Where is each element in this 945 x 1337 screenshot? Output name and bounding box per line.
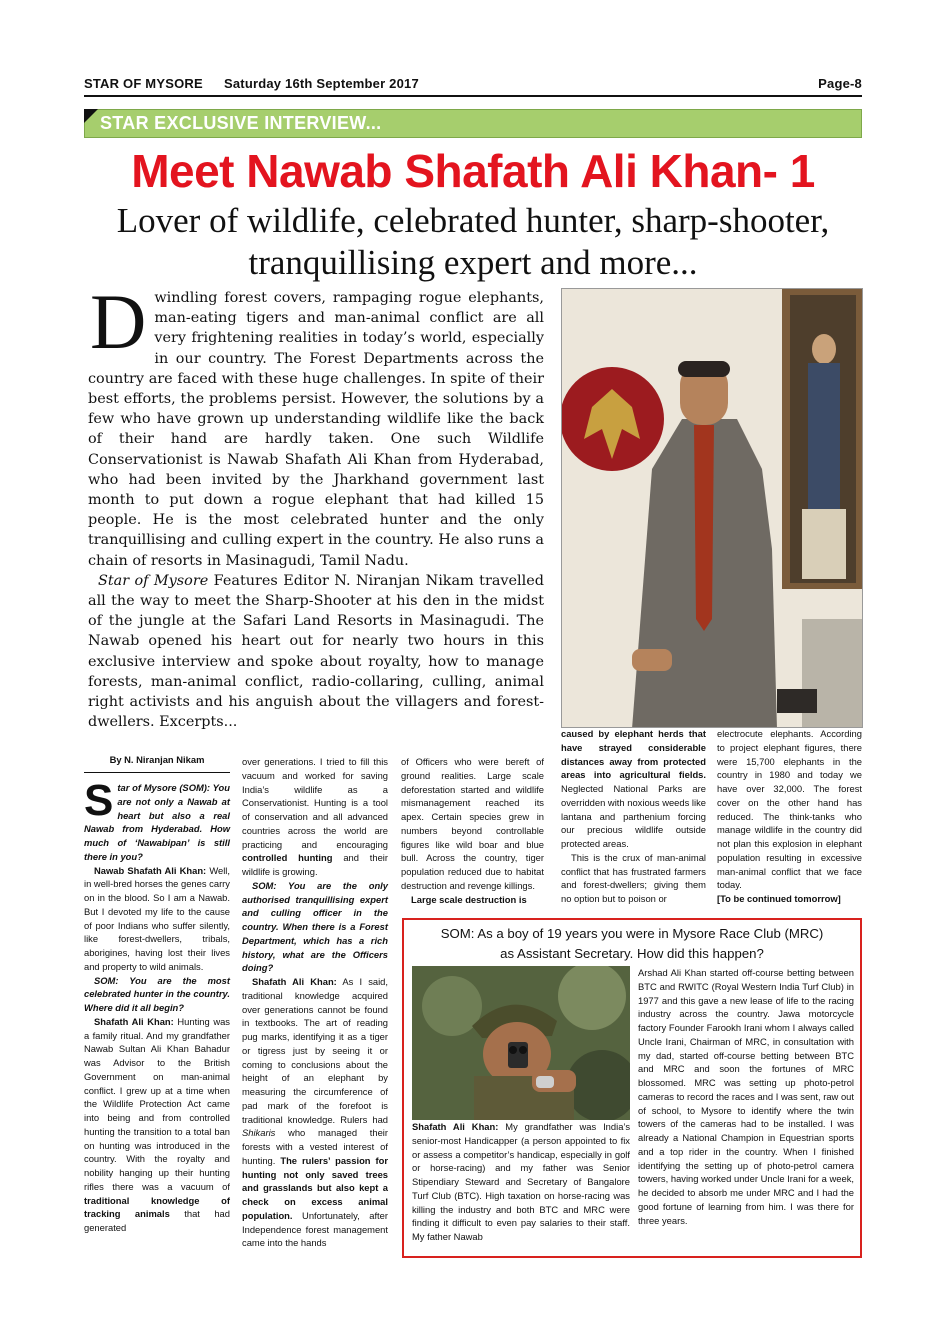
column-2-paragraph-1: over generations. I tried to fill this vacuum and worked for saving India’s wildlife as a Conservationist. Hunting is a tool of conservation and all advanced countries across the world are practicing and encouraging controlled hunting and their wildlife is growing. xyxy=(242,756,389,877)
answer-1: Nawab Shafath Ali Khan: Well, in well-bred horses the genes carry on in the blood. So I am a Nawab. But I devoted my life to the cause of poor Indians who suffer silently, like forest-dwellers, tribals, aborigines, having lost their lives and property to wild animals. xyxy=(84,864,230,972)
question-1: Star of Mysore (SOM): You are not only a Nawab at heart but also a real Nawab from Hyderabad. How much of ‘Nawabipan’ is still there in you? xyxy=(84,776,230,862)
subtitle-line-2: tranquillising expert and more... xyxy=(248,243,698,282)
headline: Meet Nawab Shafath Ali Khan- 1 xyxy=(131,145,815,197)
question-2: SOM: You are the most celebrated hunter in the country. Where did it all begin? xyxy=(84,974,230,1013)
box-right-text xyxy=(638,966,854,1227)
rifle-illustration xyxy=(412,966,630,1120)
byline: By N. Niranjan Nikam xyxy=(109,754,205,765)
byline-rule xyxy=(84,772,230,773)
section-banner-label: STAR EXCLUSIVE INTERVIEW... xyxy=(100,113,382,133)
page-number: Page-8 xyxy=(818,76,862,91)
question-3: SOM: You are the only authorised tranquillising expert and culling officer in the country. When there is a Forest Department, which has a rich history, what are the Officers doing? xyxy=(242,879,388,974)
box-answer-continued: Arshad Ali Khan started off-course betting between BTC and RWITC (Royal Western India Turf Club) in 1977 and this gave a new lease of life to the racing industry across the country. Jawa motorcycle factory Founder Farookh Irani whom I always called Uncle Irani, Chairman of MRC, in consultation with my dad, started off-course betting between BTC and MRC and soon the fortunes of MRC blossomed. MRC was setting up photo-petrol cameras to record the races and I was sent, raw out of school, to Mysore to identify where the twin towers of the cameras had to be installed. I was already a National Champion in Equestrian sports and a top rider in the country. When I finished identifying the setting up of photo-petrol camera towers, having worked under Uncle Irani for a week, he decided to absorb me under MRC and I had the good fortune of learning from him. I was there for three years. xyxy=(638,967,854,1226)
publication-name: Star of Mysore xyxy=(98,572,209,589)
box-question-line-1: SOM: As a boy of 19 years you were in Mysore Race Club (MRC) xyxy=(440,926,824,941)
answer-2: Shafath Ali Khan: Hunting was a family ritual. And my grandfather Nawab Sultan Ali Khan Bahadur was Advisor to the British Government on man-animal conflict. I grew up at a time when the Wildlife Protection Act came into being and from controlled hunting the transition to a total ban on hunting was introduced in the country. With the royalty and nobility hanging up their hunting rifles there was a vacuum of traditional knowledge of tracking animals that had generated xyxy=(84,1015,230,1233)
column-4 xyxy=(561,727,706,906)
box-question-line-2: as Assistant Secretary. How did this happen? xyxy=(500,946,764,961)
portrait-illustration xyxy=(562,289,863,728)
paper-name: STAR OF MYSORE xyxy=(84,76,203,91)
masthead-rule xyxy=(84,95,862,97)
intro-paragraph-1: windling forest covers, rampaging rogue elephants, man-eating tigers and man-animal conflict are all very frightening realities in today’s world, especially in our country. The Forest Departments across the country are faced with these huge challenges. In spite of their best efforts, the problems persist. However, the solutions by a few who have grown up understanding wildlife like the back of their hand are hardly taken. One such Wildlife Conservationist is Nawab Shafath Ali Khan from Hyderabad, who had been invited by the Jharkhand government last month to put down a rogue elephant that had killed 15 people. He is the most celebrated hunter and the only tranquillising and culling expert in the country. He also runs a chain of resorts in Masinagudi, Tamil Nadu. xyxy=(88,290,544,569)
banner-corner-mark xyxy=(84,109,98,123)
column-dropcap: S xyxy=(84,776,114,825)
subtitle-line-1: Lover of wildlife, celebrated hunter, sharp-shooter, xyxy=(116,201,830,240)
intro-dropcap: D xyxy=(90,278,147,365)
column-4-paragraph-1: caused by elephant herds that have strayed considerable distances away from protected areas into agricultural fields. Neglected National Parks are overridden with noxious weeds like lantana and parthenium forcing our precious wildlife outside protected areas. xyxy=(561,728,706,849)
column-5 xyxy=(717,727,862,906)
box-question xyxy=(404,924,860,964)
column-5-paragraph-1: electrocute elephants. According to project elephant figures, there were 15,700 elephants in the country in 1980 and today we have over 32,000. The forest cover on the other hand has reduced. The think-tanks who manage wildlife in the country did not plan this explosion in elephant population resulting in excessive man-animal conflict that we face today. xyxy=(717,728,862,891)
nawab-rifle-photo xyxy=(412,966,630,1120)
column-4-paragraph-2: This is the crux of man-animal conflict that has frustrated farmers and forest-dwellers; giving them no option but to poison or xyxy=(561,851,706,904)
box-left-text xyxy=(412,1120,630,1244)
nawab-portrait-photo xyxy=(561,288,863,728)
column-3 xyxy=(401,755,544,906)
box-answer: Shafath Ali Khan: My grandfather was India’s senior-most Handicapper (a person appointed to fix or assess a competitor’s handicap, especially in golf or horse-racing) and my father was Senior Stipendiary Steward and Secretary of Bangalore Turf Club (BTC). High taxation on horse-racing was killing the industry and both BTC and MRC were finding it difficult to even pay salaries to their staff. My father Nawab xyxy=(412,1121,631,1242)
column-2 xyxy=(242,755,388,1250)
intro-paragraph-2: Star of Mysore Features Editor N. Niranjan Nikam travelled all the way to meet the Sharp-Shooter at his den in the midst of the jungle at the Safari Land Resorts in Masinagudi. The Nawab opened his heart out for nearly two hours in this exclusive interview and spoke about royalty, how to manage forests, man-animal conflict, radio-collaring, culling, animal right activists and his anguish about the villagers and forest-dwellers. Excerpts... xyxy=(88,572,544,731)
column-3-paragraph-2: Large scale destruction is xyxy=(411,893,527,905)
column-3-paragraph-1: of Officers who were bereft of ground realities. Large scale deforestation started and wildlife mismanagement reached its apex. Certain species grew in numbers beyond controllable figures like wild boar and blue bull. Across the country, tiger population reduced due to habitat destruction and revenge killings. xyxy=(401,756,544,891)
answer-3: Shafath Ali Khan: As I said, traditional knowledge acquired over generations cannot be found in textbooks. The art of reading pug marks, identifying it as a tiger or tigress just by seeing it or coming to conclusions about the height of an elephant by measuring the circumference of pad mark of the forefoot is traditional knowledge. Rulers had Shikaris who managed their forests with a vested interest of hunting. The rulers’ passion for hunting not only saved trees and grasslands but also kept a check on excess animal population. Unfortunately, after Independence forest management came into the hands xyxy=(242,976,388,1249)
column-1 xyxy=(84,776,230,1235)
continued-note: [To be continued tomorrow] xyxy=(717,893,841,904)
issue-date: Saturday 16th September 2017 xyxy=(224,76,419,91)
subtitle xyxy=(84,200,862,284)
intro-text xyxy=(88,278,544,732)
